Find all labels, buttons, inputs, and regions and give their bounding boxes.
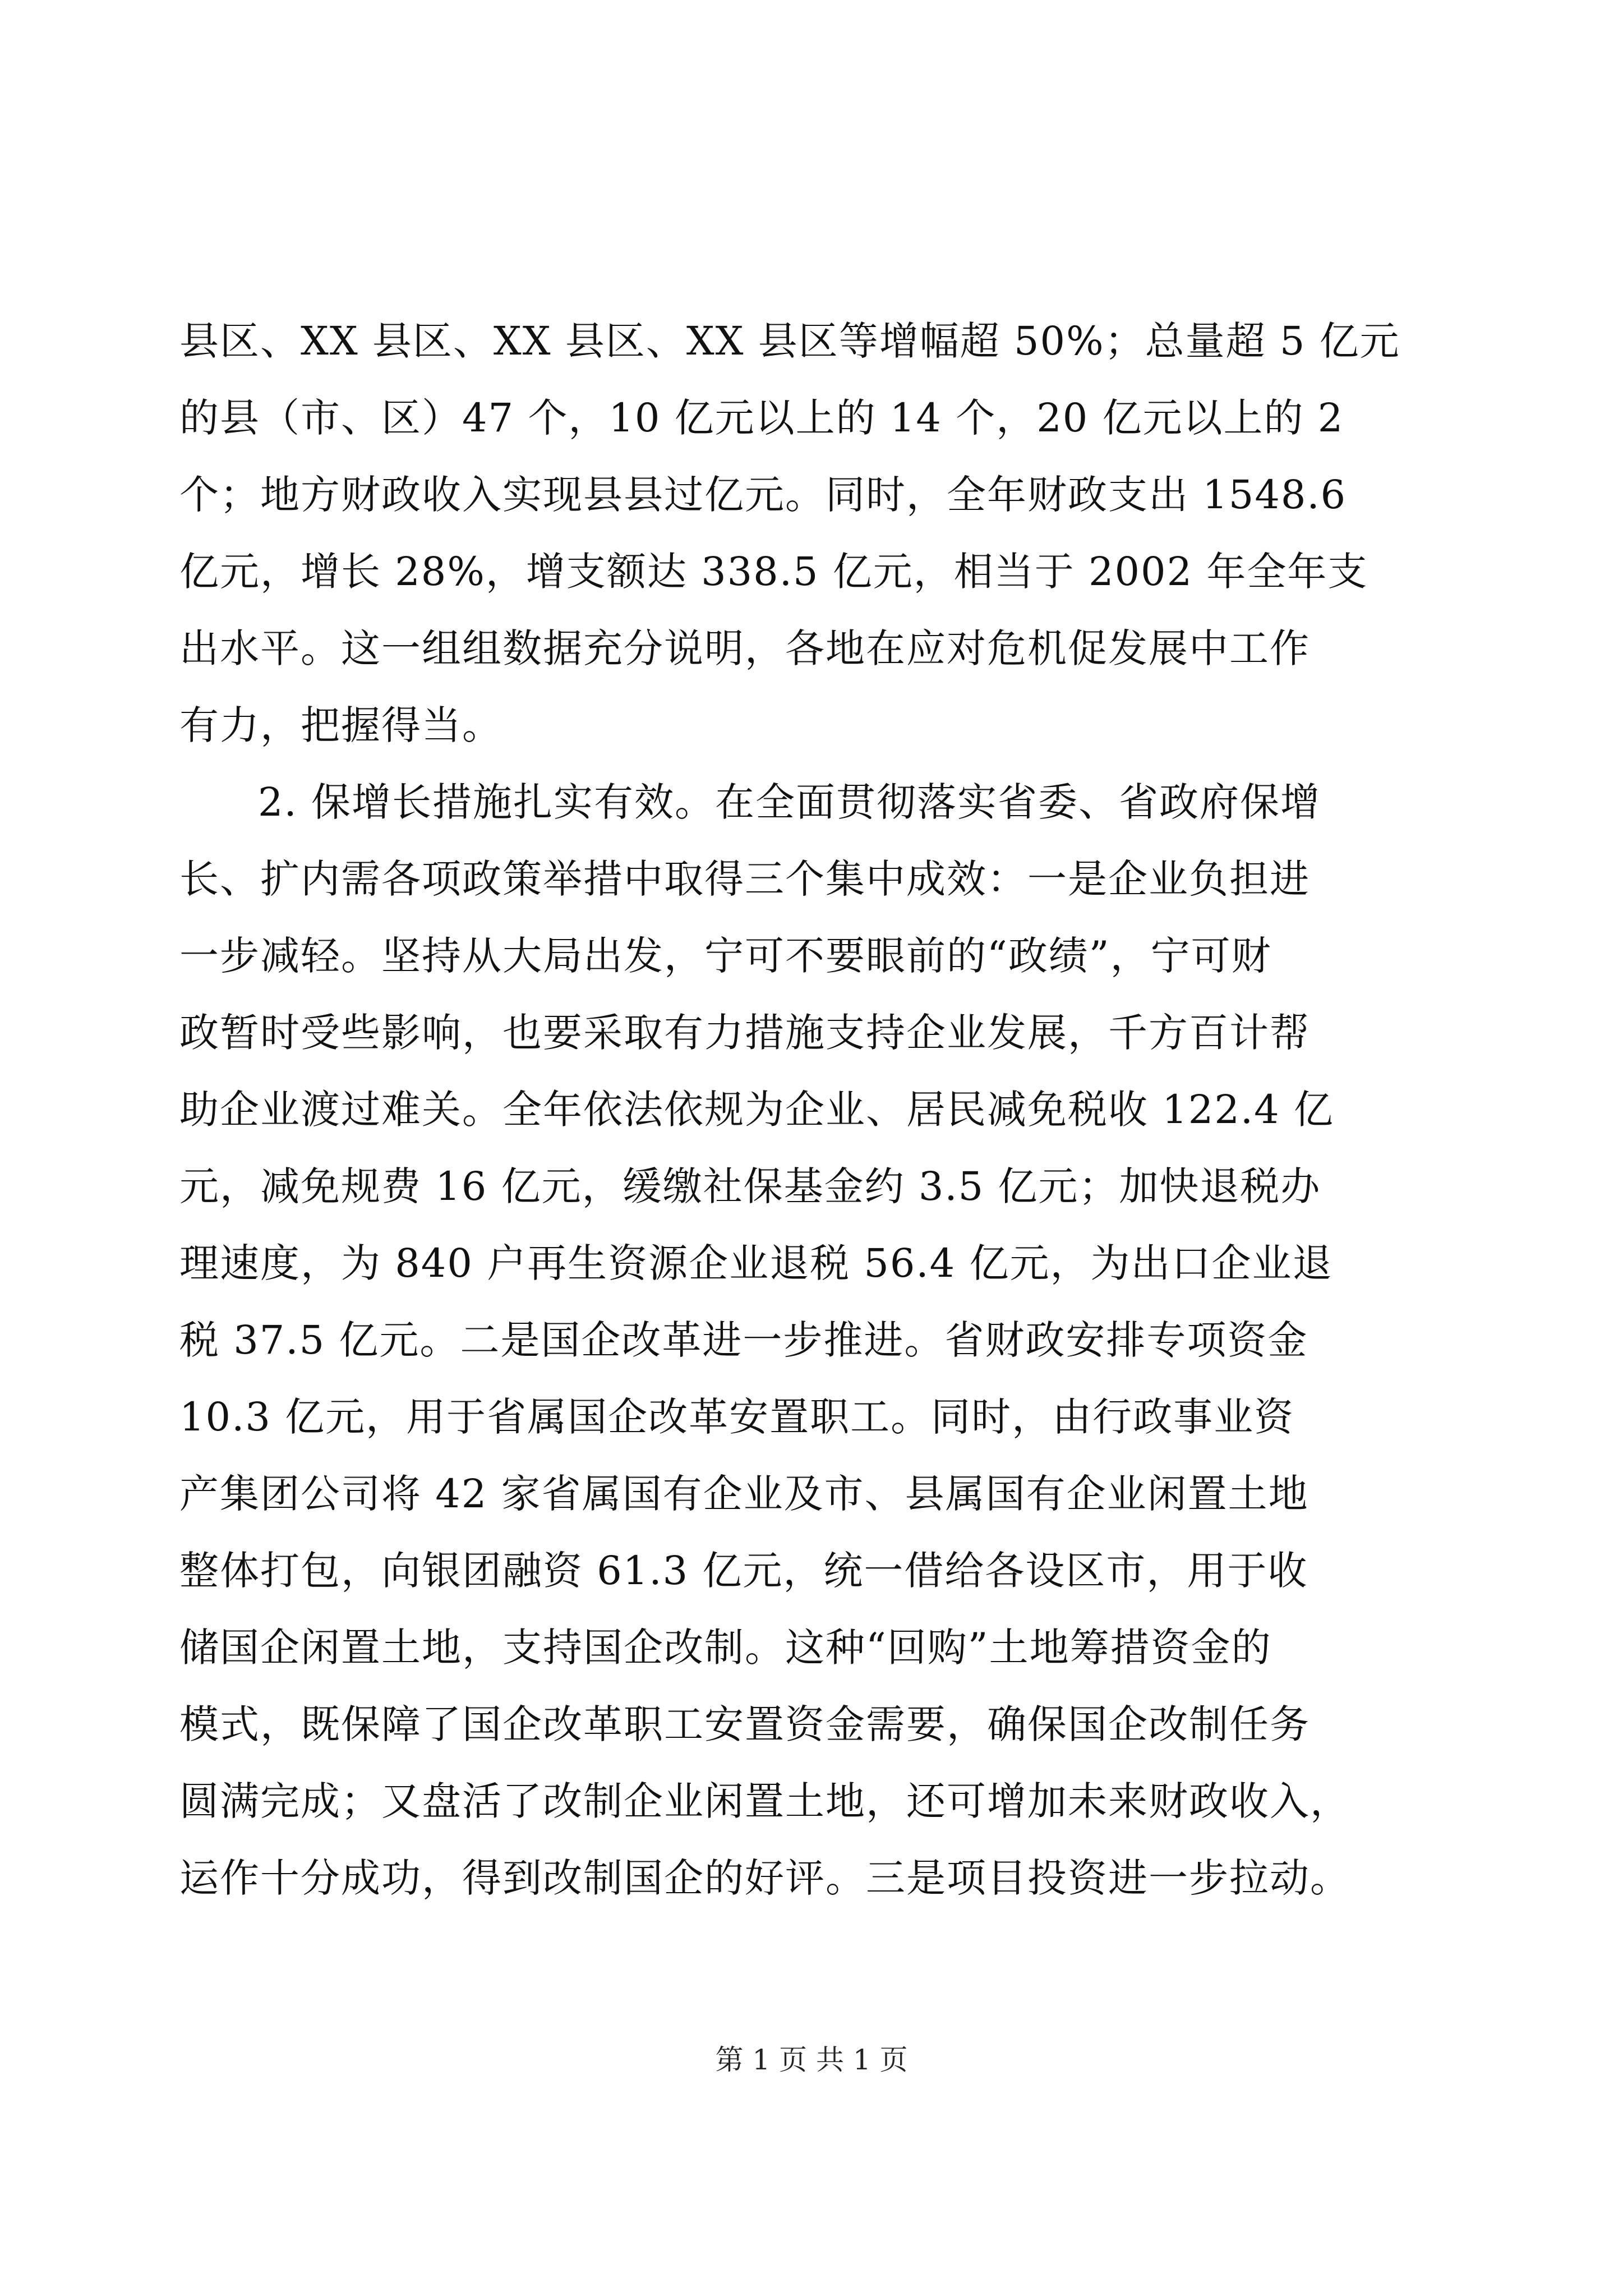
text-line: 储国企闲置土地，支持国企改制。这种“回购”土地筹措资金的 bbox=[179, 1625, 1272, 1671]
text-line: 助企业渡过难关。全年依法依规为企业、居民减免税收 122.4 亿 bbox=[179, 1087, 1334, 1133]
page-number-label: 第 1 页 共 1 页 bbox=[715, 2044, 908, 2076]
paragraph-start-line: 2. 保增长措施扎实有效。在全面贯彻落实省委、省政府保增 bbox=[258, 779, 1321, 825]
text-line: 有力，把握得当。 bbox=[179, 702, 502, 748]
text-line: 运作十分成功，得到改制国企的好评。三是项目投资进一步拉动。 bbox=[179, 1855, 1350, 1901]
text-line: 元，减免规费 16 亿元，缓缴社保基金约 3.5 亿元；加快退税办 bbox=[179, 1163, 1321, 1209]
text-line: 长、扩内需各项政策举措中取得三个集中成效：一是企业负担进 bbox=[179, 856, 1310, 902]
text-line: 模式，既保障了国企改革职工安置资金需要，确保国企改制任务 bbox=[179, 1701, 1310, 1747]
text-line: 政暂时受些影响，也要采取有力措施支持企业发展，千方百计帮 bbox=[179, 1010, 1310, 1056]
text-line: 出水平。这一组组数据充分说明，各地在应对危机促发展中工作 bbox=[179, 625, 1310, 671]
text-line: 个；地方财政收入实现县县过亿元。同时，全年财政支出 1548.6 bbox=[179, 472, 1347, 518]
text-line: 产集团公司将 42 家省属国有企业及市、县属国有企业闲置土地 bbox=[179, 1471, 1309, 1517]
page-footer bbox=[0, 2037, 1623, 2082]
text-line: 圆满完成；又盘活了改制企业闲置土地，还可增加未来财政收入， bbox=[179, 1778, 1350, 1824]
text-line: 县区、XX 县区、XX 县区、XX 县区等增幅超 50%；总量超 5 亿元 bbox=[179, 318, 1400, 364]
text-line: 亿元，增长 28%，增支额达 338.5 亿元，相当于 2002 年全年支 bbox=[179, 549, 1368, 595]
text-line: 的县（市、区）47 个，10 亿元以上的 14 个，20 亿元以上的 2 bbox=[179, 395, 1344, 441]
text-line: 整体打包，向银团融资 61.3 亿元，统一借给各设区市，用于收 bbox=[179, 1548, 1308, 1594]
text-line: 税 37.5 亿元。二是国企改革进一步推进。省财政安排专项资金 bbox=[179, 1317, 1308, 1363]
text-line: 一步减轻。坚持从大局出发，宁可不要眼前的“政绩”，宁可财 bbox=[179, 933, 1272, 979]
text-line: 理速度，为 840 户再生资源企业退税 56.4 亿元，为出口企业退 bbox=[179, 1240, 1333, 1286]
body-text bbox=[179, 303, 1430, 1917]
text-line: 10.3 亿元，用于省属国企改革安置职工。同时，由行政事业资 bbox=[179, 1394, 1295, 1440]
